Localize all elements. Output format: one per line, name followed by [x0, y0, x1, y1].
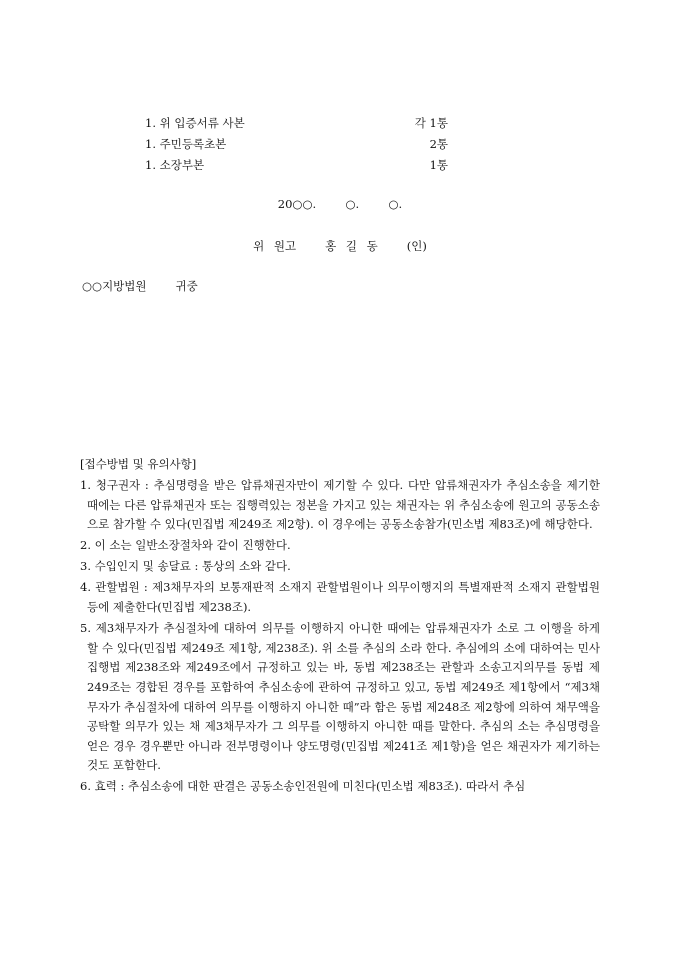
court-addressee: ○○지방법원 귀중: [82, 279, 198, 293]
attachment-qty: 2통: [429, 137, 448, 151]
attachment-qty: 각 1통: [414, 116, 448, 130]
note-item: 4. 관할법원 : 제3채무자의 보통재판적 소재지 관할법원이나 의무이행지의 특별재판적 소재지 관할법원 등에 제출한다(민집법 제238조).: [80, 580, 600, 615]
date-month: ○.: [345, 197, 360, 211]
note-item: 2. 이 소는 일반소장절차와 같이 진행한다.: [80, 538, 291, 553]
filing-notes: [80, 452, 600, 799]
attachment-label: 1. 소장부본: [145, 158, 205, 172]
notes-title: [접수방법 및 유의사항]: [80, 457, 197, 471]
signer-line: 위 원고 홍 길 동 (인): [253, 239, 427, 253]
attachment-row: [0, 136, 680, 154]
note-item: 3. 수입인지 및 송달료 : 통상의 소와 같다.: [80, 559, 291, 574]
note-item: 6. 효력 : 추심소송에 대한 판결은 공동소송인전원에 미친다(민소법 제83조). 따라서 추심: [80, 779, 526, 794]
date-day: ○.: [388, 197, 403, 211]
attachment-qty: 1통: [429, 158, 448, 172]
note-item: 5. 제3채무자가 추심절차에 대하여 의무를 이행하지 아니한 때에는 압류채권자가 소로 그 이행을 하게 할 수 있다(민집법 제249조 제1항, 제238조). 위 소를 추심의 소라 한다. 추심에의 소에 대하여는 민사집행법 제238조와 제249조에서 규정하고 있는 바, 동법 제238조는 관할과 소송고지의무를 동법 제249조는 경합된 경우를 포함하여 추심소송에 관하여 규정하고 있고, 동법 제249조 제1항에서 “제3채무자가 추심절차에 대하여 의무를 이행하지 아니한 때”라 함은 동법 제248조 제2항에 의하여 채무액을 공탁할 의무가 있는 채 제3채무자가 그 의무를 이행하지 아니한 때를 말한다. 추심의 소는 추심명령을 얻은 경우 경우뿐만 아니라 전부명령이나 양도명령(민집법 제241조 제1항)을 얻은 채권자가 제기하는 것도 포함한다.: [80, 621, 600, 773]
attachment-row: [0, 157, 680, 175]
document-date: [0, 197, 680, 211]
attachment-label: 1. 위 입증서류 사본: [145, 116, 245, 130]
date-year: 20○○.: [277, 197, 317, 211]
attachment-label: 1. 주민등록초본: [145, 137, 227, 151]
note-item: 1. 청구권자 : 추심명령을 받은 압류채권자만이 제기할 수 있다. 다만 압류채권자가 추심소송을 제기한 때에는 다른 압류채권자 또는 집행력있는 정본을 가지고 있는 채권자는 위 추심소송에 원고의 공동소송으로 참가할 수 있다(민집법 제249조 제2항). 이 경우에는 공동소송참가(민소법 제83조)에 해당한다.: [80, 478, 600, 532]
attachment-row: [0, 115, 680, 133]
